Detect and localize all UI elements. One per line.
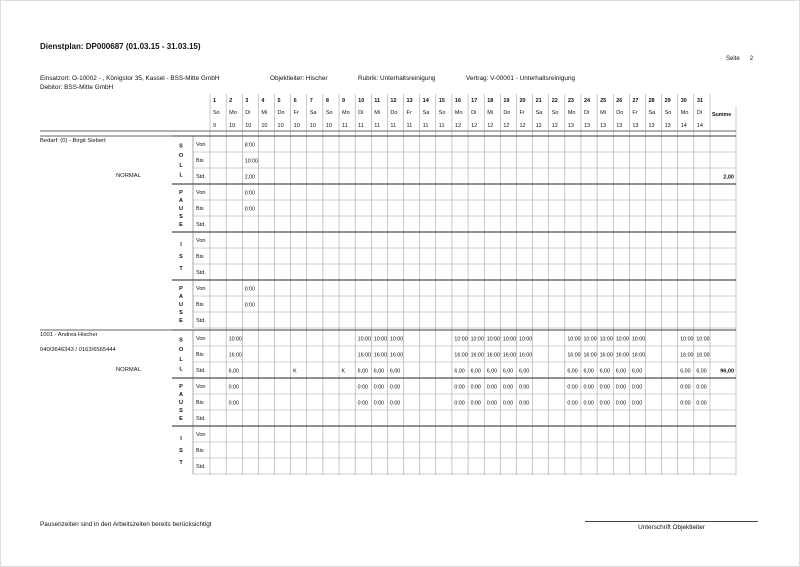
soll-group-letter: L xyxy=(179,162,183,169)
cell-value: 10:00 xyxy=(357,336,371,343)
cell-value: 10:00 xyxy=(599,336,613,343)
day-number: 30 xyxy=(680,98,687,104)
cell-value: 0:00 xyxy=(228,384,239,391)
weekday-label: Mo xyxy=(454,110,463,116)
week-number: 11 xyxy=(422,123,429,129)
cell-value: 16:00 xyxy=(583,352,597,359)
cell-value: K xyxy=(341,368,346,375)
cell-value: 6,00 xyxy=(518,368,530,375)
cell-value: 0:00 xyxy=(486,400,498,407)
cell-value: 6,00 xyxy=(696,368,707,375)
weekday-label: Di xyxy=(358,110,364,116)
soll-group-letter: O xyxy=(178,153,184,160)
week-number: 10 xyxy=(277,123,284,129)
week-number: 12 xyxy=(454,123,462,129)
von-row-label: Von xyxy=(196,238,206,244)
weekday-label: Di xyxy=(471,110,477,116)
day-number: 6 xyxy=(293,98,297,104)
cell-value: 16:00 xyxy=(567,352,581,359)
soll-group-letter: L xyxy=(179,172,183,179)
std-row-label: Std. xyxy=(196,416,206,422)
week-number: 9 xyxy=(213,123,217,129)
week-number: 13 xyxy=(567,123,574,129)
cell-value: 10:00 xyxy=(518,336,533,343)
cell-value: 16:00 xyxy=(615,352,629,359)
pause-group-letter: P xyxy=(179,190,183,196)
sum-header: Summe xyxy=(712,112,732,118)
soll-group-letter: L xyxy=(179,366,183,373)
day-number: 27 xyxy=(632,98,639,104)
cell-value: 16:00 xyxy=(696,352,710,359)
weekday-label: Di xyxy=(583,110,590,116)
weekday-label: Do xyxy=(390,110,398,116)
sum-value: 2,00 xyxy=(723,174,734,181)
cell-value: 6,00 xyxy=(615,368,627,375)
person-category: NORMAL xyxy=(116,367,141,373)
weekday-label: Mi xyxy=(374,110,381,116)
day-number: 29 xyxy=(664,98,671,104)
day-number: 11 xyxy=(374,98,381,104)
day-number: 19 xyxy=(503,98,510,104)
document-title: Dienstplan: DP000687 (01.03.15 - 31.03.15) xyxy=(40,42,201,51)
cell-value: 16:00 xyxy=(389,352,404,359)
rubrik-text: Rubrik: Unterhaltsreinigung xyxy=(358,75,436,82)
cell-value: 0:00 xyxy=(696,384,707,391)
person-name: Bedarf: (0) - Birgit Siebert xyxy=(40,138,106,144)
weekday-label: Sa xyxy=(309,110,317,116)
cell-value: 0:00 xyxy=(470,384,481,391)
cell-value: 0:00 xyxy=(518,400,530,407)
week-number: 11 xyxy=(406,123,413,129)
cell-value: 0:00 xyxy=(470,400,481,407)
day-number: 28 xyxy=(648,98,655,104)
week-number: 11 xyxy=(342,123,348,129)
soll-group-letter: S xyxy=(179,143,183,150)
cell-value: 16:00 xyxy=(470,352,484,359)
ist-group-letter: S xyxy=(179,254,183,260)
von-row-label: Von xyxy=(196,432,206,438)
cell-value: 0:00 xyxy=(228,400,239,407)
cell-value: K xyxy=(293,368,297,375)
day-number: 9 xyxy=(342,98,346,104)
week-number: 10 xyxy=(245,123,252,129)
weekday-label: Mo xyxy=(680,110,689,116)
cell-value: 0:00 xyxy=(502,400,514,407)
pause-note: Pausenzeiten sind in den Arbeitszeiten bereits berücksichtigt xyxy=(40,521,212,528)
cell-value: 10:00 xyxy=(454,336,468,343)
pause-group-letter: A xyxy=(179,198,183,204)
ist-group-letter: T xyxy=(179,460,183,466)
std-row-label: Std. xyxy=(196,222,206,228)
day-number: 25 xyxy=(600,98,607,104)
cell-value: 0:00 xyxy=(454,400,465,407)
bis-row-label: Bis xyxy=(196,254,204,260)
cell-value: 10:00 xyxy=(373,336,388,343)
cell-value: 0:00 xyxy=(486,384,498,391)
cell-value: 0:00 xyxy=(454,384,465,391)
cell-value: 0:00 xyxy=(373,384,385,391)
day-number: 20 xyxy=(519,98,526,104)
day-number: 5 xyxy=(277,98,281,104)
weekday-label: Mo xyxy=(342,110,350,116)
ist-group-letter: S xyxy=(179,448,183,454)
cell-value: 10:00 xyxy=(228,336,242,343)
cell-value: 6,00 xyxy=(389,368,401,375)
weekday-label: Sa xyxy=(535,110,543,116)
cell-value: 2,00 xyxy=(244,174,256,181)
weekday-label: So xyxy=(325,110,333,116)
soll-group-letter: L xyxy=(179,356,183,363)
person-category: NORMAL xyxy=(116,173,141,179)
debitor-text: Debitor: BSS-Mitte GmbH xyxy=(40,84,114,91)
day-number: 2 xyxy=(229,98,233,104)
weekday-label: Fr xyxy=(632,110,638,116)
day-number: 18 xyxy=(487,98,494,104)
day-number: 15 xyxy=(438,98,445,104)
week-number: 10 xyxy=(325,123,333,129)
cell-value: 6,00 xyxy=(583,368,594,375)
cell-value: 0:00 xyxy=(244,206,256,213)
cell-value: 16:00 xyxy=(518,352,533,359)
weekday-label: Do xyxy=(616,110,624,116)
cell-value: 0:00 xyxy=(502,384,514,391)
pause-group-letter: S xyxy=(179,214,183,220)
cell-value: 10:00 xyxy=(502,336,517,343)
cell-value: 0:00 xyxy=(373,400,385,407)
weekday-label: Di xyxy=(696,110,703,116)
weekday-label: Fr xyxy=(293,110,299,116)
page-label: Seite xyxy=(726,56,740,62)
weekday-label: Mo xyxy=(567,110,576,116)
cell-value: 0:00 xyxy=(389,400,401,407)
weekday-label: Mi xyxy=(487,110,494,116)
cell-value: 0:00 xyxy=(696,400,707,407)
person-phone: 040/3646343 / 0163/6565444 xyxy=(40,347,116,353)
day-number: 12 xyxy=(390,98,397,104)
weekday-label: Di xyxy=(245,110,251,116)
cell-value: 0:00 xyxy=(357,384,368,391)
std-row-label: Std. xyxy=(196,270,206,276)
cell-value: 6,00 xyxy=(599,368,610,375)
std-row-label: Std. xyxy=(196,464,206,470)
cell-value: 0:00 xyxy=(631,400,643,407)
objektleiter-text: Objektleiter: Hischer xyxy=(270,75,328,82)
week-number: 11 xyxy=(438,123,445,129)
pause-group-letter: P xyxy=(179,286,183,292)
cell-value: 16:00 xyxy=(373,352,388,359)
cell-value: 6,00 xyxy=(373,368,385,375)
cell-value: 10:00 xyxy=(631,336,646,343)
pause-group-letter: E xyxy=(179,318,183,324)
weekday-label: Sa xyxy=(648,110,656,116)
std-row-label: Std. xyxy=(196,368,206,374)
day-number: 22 xyxy=(551,98,558,104)
cell-value: 6,00 xyxy=(567,368,578,375)
page-number: 2 xyxy=(749,56,754,62)
week-number: 12 xyxy=(471,123,478,129)
week-number: 11 xyxy=(374,123,381,129)
cell-value: 0:00 xyxy=(389,384,401,391)
cell-value: 16:00 xyxy=(680,352,694,359)
bis-row-label: Bis xyxy=(196,400,204,406)
cell-value: 0:00 xyxy=(357,400,368,407)
day-number: 1 xyxy=(213,98,217,104)
day-number: 26 xyxy=(616,98,623,104)
week-number: 11 xyxy=(390,123,397,129)
person-name: 1001 - Andrea Hischer xyxy=(40,332,98,338)
cell-value: 10:00 xyxy=(615,336,629,343)
weekday-label: Do xyxy=(503,110,511,116)
sum-value: 96,00 xyxy=(720,368,734,375)
bis-row-label: Bis xyxy=(196,448,204,454)
bis-row-label: Bis xyxy=(196,352,204,358)
week-number: 12 xyxy=(487,123,494,129)
week-number: 12 xyxy=(503,123,510,129)
day-number: 17 xyxy=(471,98,478,104)
day-number: 14 xyxy=(422,98,429,104)
pause-group-letter: A xyxy=(179,392,183,398)
pause-group-letter: P xyxy=(179,384,183,390)
weekday-label: So xyxy=(213,110,220,116)
von-row-label: Von xyxy=(196,336,206,342)
cell-value: 0:00 xyxy=(599,384,610,391)
pause-group-letter: A xyxy=(179,294,183,300)
pause-group-letter: U xyxy=(179,206,183,212)
ist-group-letter: I xyxy=(180,242,182,248)
cell-value: 10:00 xyxy=(567,336,581,343)
day-number: 13 xyxy=(406,98,413,104)
pause-group-letter: S xyxy=(179,408,183,414)
einsatzort-text: Einsatzort: O-10002 - , Königstor 35, Kassel - BSS-Mitte GmbH xyxy=(40,75,220,82)
day-number: 23 xyxy=(567,98,574,104)
cell-value: 8:00 xyxy=(244,142,256,149)
week-number: 12 xyxy=(519,123,526,129)
cell-value: 0:00 xyxy=(244,286,256,293)
weekday-label: So xyxy=(438,110,446,116)
signature-label: Unterschrift Objektleiter xyxy=(638,524,705,531)
cell-value: 0:00 xyxy=(599,400,610,407)
cell-value: 0:00 xyxy=(631,384,643,391)
week-number: 12 xyxy=(535,123,542,129)
weekday-label: So xyxy=(664,110,672,116)
weekday-label: Mi xyxy=(261,110,268,116)
pause-group-letter: S xyxy=(179,310,183,316)
week-number: 10 xyxy=(309,123,316,129)
cell-value: 0:00 xyxy=(680,384,691,391)
pause-group-letter: E xyxy=(179,222,183,228)
week-number: 12 xyxy=(551,123,558,129)
day-number: 31 xyxy=(696,98,703,104)
cell-value: 0:00 xyxy=(567,384,578,391)
bis-row-label: Bis xyxy=(196,158,204,164)
week-number: 13 xyxy=(583,123,591,129)
cell-value: 10:00 xyxy=(583,336,597,343)
cell-value: 16:00 xyxy=(599,352,613,359)
weekday-label: Sa xyxy=(422,110,430,116)
cell-value: 10:00 xyxy=(486,336,500,343)
week-number: 14 xyxy=(696,123,703,129)
signature-line xyxy=(585,521,758,522)
soll-group-letter: S xyxy=(179,337,183,344)
cell-value: 16:00 xyxy=(502,352,517,359)
week-number: 10 xyxy=(229,123,236,129)
cell-value: 6,00 xyxy=(454,368,465,375)
week-number: 10 xyxy=(293,123,300,129)
cell-value: 6,00 xyxy=(502,368,514,375)
weekday-label: Do xyxy=(277,110,285,116)
weekday-label: Mi xyxy=(600,110,606,116)
std-row-label: Std. xyxy=(196,318,206,324)
von-row-label: Von xyxy=(196,286,206,292)
cell-value: 6,00 xyxy=(680,368,691,375)
cell-value: 16:00 xyxy=(454,352,468,359)
bis-row-label: Bis xyxy=(196,302,204,308)
cell-value: 6,00 xyxy=(228,368,239,375)
cell-value: 0:00 xyxy=(567,400,578,407)
von-row-label: Von xyxy=(196,142,206,148)
pause-group-letter: U xyxy=(179,302,183,308)
week-number: 13 xyxy=(648,123,655,129)
cell-value: 16:00 xyxy=(228,352,242,359)
von-row-label: Von xyxy=(196,384,206,390)
von-row-label: Von xyxy=(196,190,206,196)
cell-value: 6,00 xyxy=(470,368,481,375)
cell-value: 0:00 xyxy=(244,302,256,309)
bis-row-label: Bis xyxy=(196,206,204,212)
week-number: 13 xyxy=(632,123,639,129)
day-number: 24 xyxy=(583,98,591,104)
pause-group-letter: U xyxy=(179,400,183,406)
day-number: 8 xyxy=(325,98,329,104)
week-number: 13 xyxy=(600,123,607,129)
cell-value: 0:00 xyxy=(680,400,691,407)
cell-value: 16:00 xyxy=(631,352,646,359)
cell-value: 16:00 xyxy=(357,352,371,359)
day-number: 7 xyxy=(309,98,313,104)
cell-value: 0:00 xyxy=(518,384,530,391)
weekday-label: Mo xyxy=(229,110,237,116)
std-row-label: Std. xyxy=(196,174,206,180)
cell-value: 0:00 xyxy=(244,190,256,197)
ist-group-letter: I xyxy=(180,436,182,442)
soll-group-letter: O xyxy=(178,347,184,354)
weekday-label: So xyxy=(551,110,559,116)
pause-group-letter: E xyxy=(179,416,183,422)
cell-value: 0:00 xyxy=(615,384,627,391)
cell-value: 10:00 xyxy=(389,336,404,343)
cell-value: 6,00 xyxy=(357,368,368,375)
week-number: 13 xyxy=(616,123,623,129)
weekday-label: Fr xyxy=(406,110,412,116)
week-number: 11 xyxy=(358,123,364,129)
day-number: 10 xyxy=(358,98,365,104)
cell-value: 0:00 xyxy=(615,400,627,407)
week-number: 14 xyxy=(680,123,687,129)
day-number: 21 xyxy=(535,98,542,104)
cell-value: 10:00 xyxy=(244,158,259,165)
cell-value: 6,00 xyxy=(631,368,643,375)
cell-value: 0:00 xyxy=(583,384,594,391)
day-number: 4 xyxy=(261,98,265,104)
day-number: 16 xyxy=(454,98,462,104)
vertrag-text: Vertrag: V-00001 - Unterhaltsreinigung xyxy=(466,75,576,82)
cell-value: 0:00 xyxy=(583,400,594,407)
cell-value: 10:00 xyxy=(696,336,710,343)
ist-group-letter: T xyxy=(179,266,183,272)
day-number: 3 xyxy=(245,98,249,104)
weekday-label: Fr xyxy=(519,110,525,116)
cell-value: 16:00 xyxy=(486,352,500,359)
cell-value: 10:00 xyxy=(680,336,694,343)
week-number: 10 xyxy=(261,123,268,129)
cell-value: 10:00 xyxy=(470,336,484,343)
week-number: 13 xyxy=(664,123,671,129)
cell-value: 6,00 xyxy=(486,368,498,375)
